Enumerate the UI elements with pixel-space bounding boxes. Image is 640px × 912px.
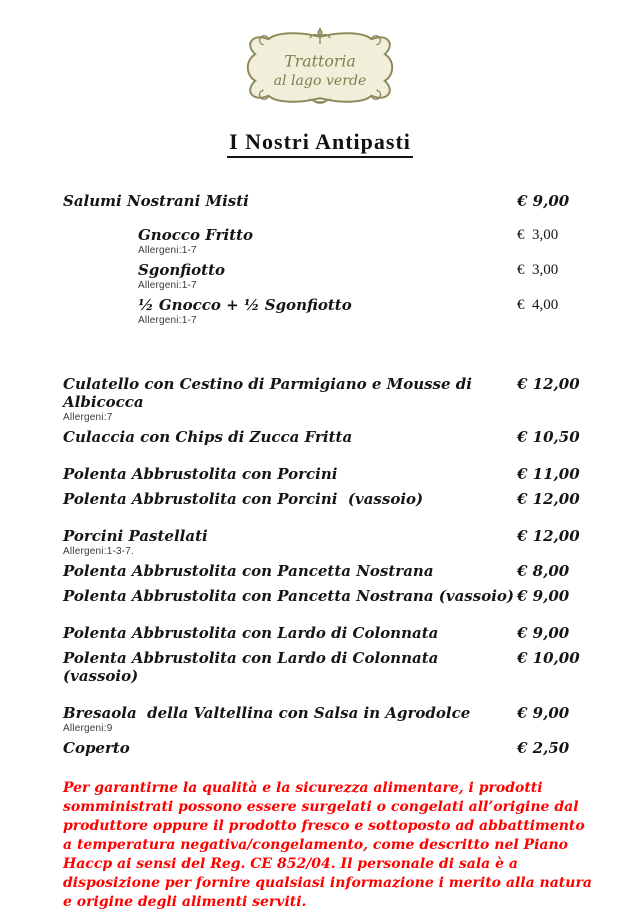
menu-item-price: € 10,00	[517, 649, 580, 667]
restaurant-logo	[237, 25, 403, 110]
menu-item-name-cell	[63, 192, 517, 210]
menu-item-row	[63, 649, 580, 685]
menu-item-allergens: Allergeni:7	[63, 412, 113, 423]
menu-item-name: ½ Gnocco + ½ Sgonfiotto	[138, 296, 352, 314]
menu-item-row	[63, 587, 577, 605]
menu-item-name-cell	[63, 428, 517, 446]
menu-item-allergens: Allergeni:1-3-7.	[63, 546, 135, 557]
menu-item-price: € 12,00	[517, 490, 580, 508]
menu-item-row	[63, 527, 580, 559]
menu-item-price: € 2,50	[517, 739, 570, 757]
menu-item-name: Polenta Abbrustolita con Pancetta Nostrana (vassoio)	[63, 587, 514, 605]
menu-item-row	[63, 490, 580, 508]
menu-item-name: Culaccia con Chips di Zucca Fritta	[63, 428, 353, 446]
menu-item-allergens: Allergeni:9	[63, 723, 113, 734]
menu-item-row	[63, 261, 577, 293]
menu-item-price: € 9,00	[517, 624, 570, 642]
menu-item-allergens: Allergeni:1-7	[138, 280, 197, 291]
menu-item-name-cell	[63, 739, 517, 757]
menu-item-name: Bresaola della Valtellina con Salsa in Agrodolce	[63, 704, 471, 722]
page-title: I Nostri Antipasti	[227, 130, 413, 158]
menu-item-row	[63, 739, 577, 757]
menu-item-name-cell	[63, 624, 517, 642]
menu-item-price: € 4,00	[517, 297, 559, 313]
menu-item-name-cell	[63, 490, 517, 508]
menu-item-row	[63, 192, 577, 210]
menu-item-allergens: Allergeni:1-7	[138, 245, 197, 256]
menu-item-name: Polenta Abbrustolita con Lardo di Colonnata (vassoio)	[63, 649, 444, 685]
logo-text-line2: al lago verde	[273, 72, 367, 89]
menu-item-name: Polenta Abbrustolita con Lardo di Colonnata	[63, 624, 439, 642]
menu-item-price: € 11,00	[517, 465, 580, 483]
menu-item-name-cell	[63, 562, 517, 580]
logo-text-line1: Trattoria	[284, 51, 356, 71]
menu-item-name-cell	[63, 296, 517, 328]
menu-item-price: € 9,00	[517, 587, 570, 605]
menu-item-name: Polenta Abbrustolita con Porcini	[63, 465, 338, 483]
menu-item-name-cell	[63, 704, 517, 736]
menu-item-row	[63, 296, 577, 328]
menu-item-name-cell	[63, 465, 517, 483]
menu-item-name: Polenta Abbrustolita con Porcini (vassoio)	[63, 490, 424, 508]
menu-item-price: € 9,00	[517, 192, 570, 210]
title-row	[0, 130, 640, 160]
menu-item-row	[63, 428, 580, 446]
menu-item-row	[63, 226, 577, 258]
menu-item-price: € 3,00	[517, 262, 559, 278]
menu-item-row	[63, 562, 577, 580]
menu-item-name: Sgonfiotto	[138, 261, 226, 279]
menu-item-price: € 10,50	[517, 428, 580, 446]
menu-item-name-cell	[63, 649, 517, 685]
menu-item-name-cell	[63, 226, 517, 258]
menu-item-price: € 8,00	[517, 562, 570, 580]
food-safety-disclaimer: Per garantirne la qualità e la sicurezza alimentare, i prodotti somministrati possono essere surgelati o congelati all’origine dal produttore oppure il prodotto fresco e sottoposto ad abbattimento a temperatura negativa/congelamento, come descritto nel Piano Haccp ai sensi del Reg. CE 852/04. Il personale di sala è a disposizione per fornire qualsiasi informazione i merito alla natura e origine degli alimenti serviti.	[63, 780, 592, 910]
menu-item-row	[63, 375, 580, 425]
menu-item-name: Gnocco Fritto	[138, 226, 254, 244]
menu-item-name-cell	[63, 587, 517, 605]
menu-item-name: Polenta Abbrustolita con Pancetta Nostrana	[63, 562, 434, 580]
menu-item-row	[63, 624, 577, 642]
menu-item-name-cell	[63, 261, 517, 293]
menu-item-name: Coperto	[63, 739, 130, 757]
menu-item-price: € 12,00	[517, 375, 580, 393]
menu-item-price: € 12,00	[517, 527, 580, 545]
menu-item-price: € 9,00	[517, 704, 570, 722]
menu-item-price: € 3,00	[517, 227, 559, 243]
menu-item-allergens: Allergeni:1-7	[138, 315, 197, 326]
menu-item-name-cell	[63, 527, 517, 559]
menu-item-name: Porcini Pastellati	[63, 527, 208, 545]
menu-item-name: Salumi Nostrani Misti	[63, 192, 249, 210]
menu-item-name: Culatello con Cestino di Parmigiano e Mousse di Albicocca	[63, 375, 478, 411]
menu-items	[63, 192, 580, 757]
logo-cartouche-icon	[237, 25, 403, 110]
menu-item-name-cell	[63, 375, 517, 425]
menu-item-row	[63, 465, 580, 483]
menu-item-row	[63, 704, 577, 736]
